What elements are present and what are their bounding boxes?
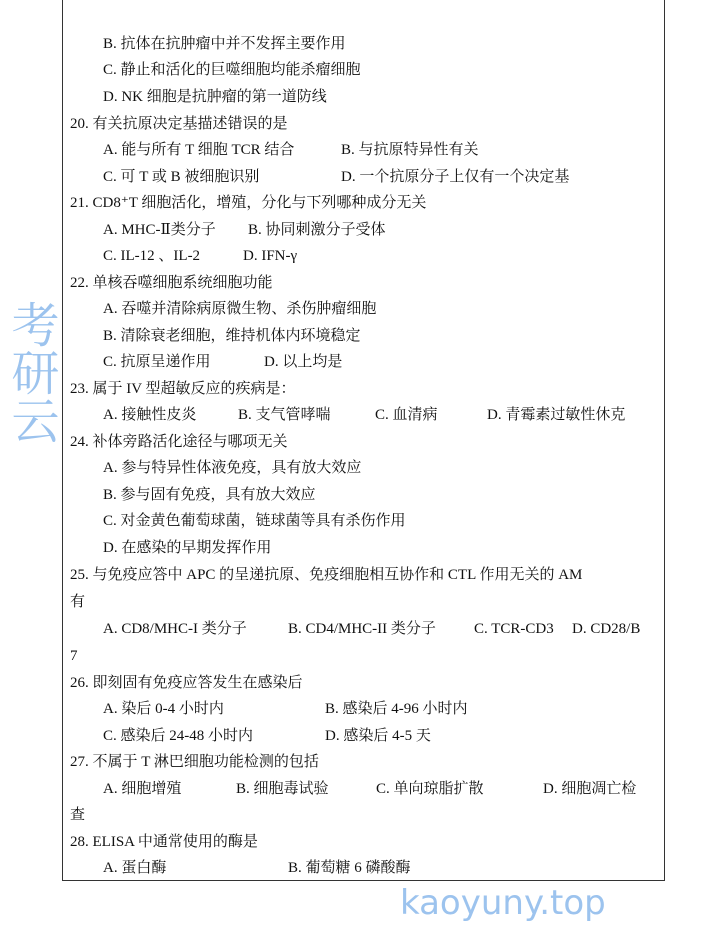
q26-option-d: D. 感染后 4-5 天 <box>325 728 431 744</box>
q22-option-b: B. 清除衰老细胞，维持机体内环境稳定 <box>103 328 361 344</box>
q27-option-a: A. 细胞增殖 <box>103 781 182 797</box>
q27-option-d: D. 细胞凋亡检 <box>543 781 637 797</box>
q25-option-a: A. CD8/MHC-I 类分子 <box>103 621 247 637</box>
q23-option-a: A. 接触性皮炎 <box>103 407 197 423</box>
q25-stem-cont: 有 <box>70 594 86 610</box>
q25-option-b: B. CD4/MHC-II 类分子 <box>288 621 436 637</box>
q23-option-b: B. 支气管哮喘 <box>238 407 331 423</box>
q19-option-b: B. 抗体在抗肿瘤中并不发挥主要作用 <box>103 36 346 52</box>
q24-option-b: B. 参与固有免疫，具有放大效应 <box>103 487 316 503</box>
q21-option-c: C. IL-12 、IL-2 <box>103 248 201 264</box>
q28-option-b: B. 葡萄糖 6 磷酸酶 <box>288 860 411 876</box>
q26-option-a: A. 染后 0-4 小时内 <box>103 701 224 717</box>
q23-option-c: C. 血清病 <box>375 407 438 423</box>
q21-option-b: B. 协同刺激分子受体 <box>248 222 386 238</box>
watermark-url: kaoyuny.top <box>400 883 606 923</box>
q26-option-b: B. 感染后 4-96 小时内 <box>325 701 468 717</box>
q24-option-d: D. 在感染的早期发挥作用 <box>103 540 272 556</box>
q27-option-d-cont: 查 <box>70 807 86 823</box>
q24-option-a: A. 参与特异性体液免疫，具有放大效应 <box>103 460 362 476</box>
q19-option-d: D. NK 细胞是抗肿瘤的第一道防线 <box>103 89 327 105</box>
q21-option-d: D. IFN-γ <box>243 248 298 264</box>
q25-option-d: D. CD28/B <box>572 621 641 637</box>
q19-option-c: C. 静止和活化的巨噬细胞均能杀瘤细胞 <box>103 62 361 78</box>
q22-stem: 22. 单核吞噬细胞系统细胞功能 <box>70 275 273 291</box>
q25-stem: 25. 与免疫应答中 APC 的呈递抗原、免疫细胞相互协作和 CTL 作用无关的 AM <box>70 567 583 583</box>
q23-stem: 23. 属于 IV 型超敏反应的疾病是： <box>70 381 296 397</box>
q28-option-a: A. 蛋白酶 <box>103 860 167 876</box>
q20-stem: 20. 有关抗原决定基描述错误的是 <box>70 116 288 132</box>
q22-option-c: C. 抗原呈递作用 <box>103 354 211 370</box>
q27-option-c: C. 单向琼脂扩散 <box>376 781 484 797</box>
q21-stem: 21. CD8⁺T 细胞活化，增殖，分化与下列哪种成分无关 <box>70 195 427 211</box>
q24-option-c: C. 对金黄色葡萄球菌，链球菌等具有杀伤作用 <box>103 513 406 529</box>
q24-stem: 24. 补体旁路活化途径与哪项无关 <box>70 434 288 450</box>
q27-option-b: B. 细胞毒试验 <box>236 781 329 797</box>
q28-stem: 28. ELISA 中通常使用的酶是 <box>70 834 258 850</box>
q26-option-c: C. 感染后 24-48 小时内 <box>103 728 254 744</box>
q23-option-d: D. 青霉素过敏性休克 <box>487 407 626 423</box>
q27-stem: 27. 不属于 T 淋巴细胞功能检测的包括 <box>70 754 319 770</box>
q21-option-a: A. MHC-Ⅱ类分子 <box>103 222 216 238</box>
q25-option-d-cont: 7 <box>70 648 78 664</box>
q20-option-d: D. 一个抗原分子上仅有一个决定基 <box>341 169 570 185</box>
watermark-logo: 考研云 <box>3 300 59 444</box>
q25-option-c: C. TCR-CD3 <box>474 621 554 637</box>
q20-option-c: C. 可 T 或 B 被细胞识别 <box>103 169 260 185</box>
q20-option-b: B. 与抗原特异性有关 <box>341 142 479 158</box>
q20-option-a: A. 能与所有 T 细胞 TCR 结合 <box>103 142 295 158</box>
q26-stem: 26. 即刻固有免疫应答发生在感染后 <box>70 675 303 691</box>
q22-option-d: D. 以上均是 <box>264 354 343 370</box>
q22-option-a: A. 吞噬并清除病原微生物、杀伤肿瘤细胞 <box>103 301 377 317</box>
